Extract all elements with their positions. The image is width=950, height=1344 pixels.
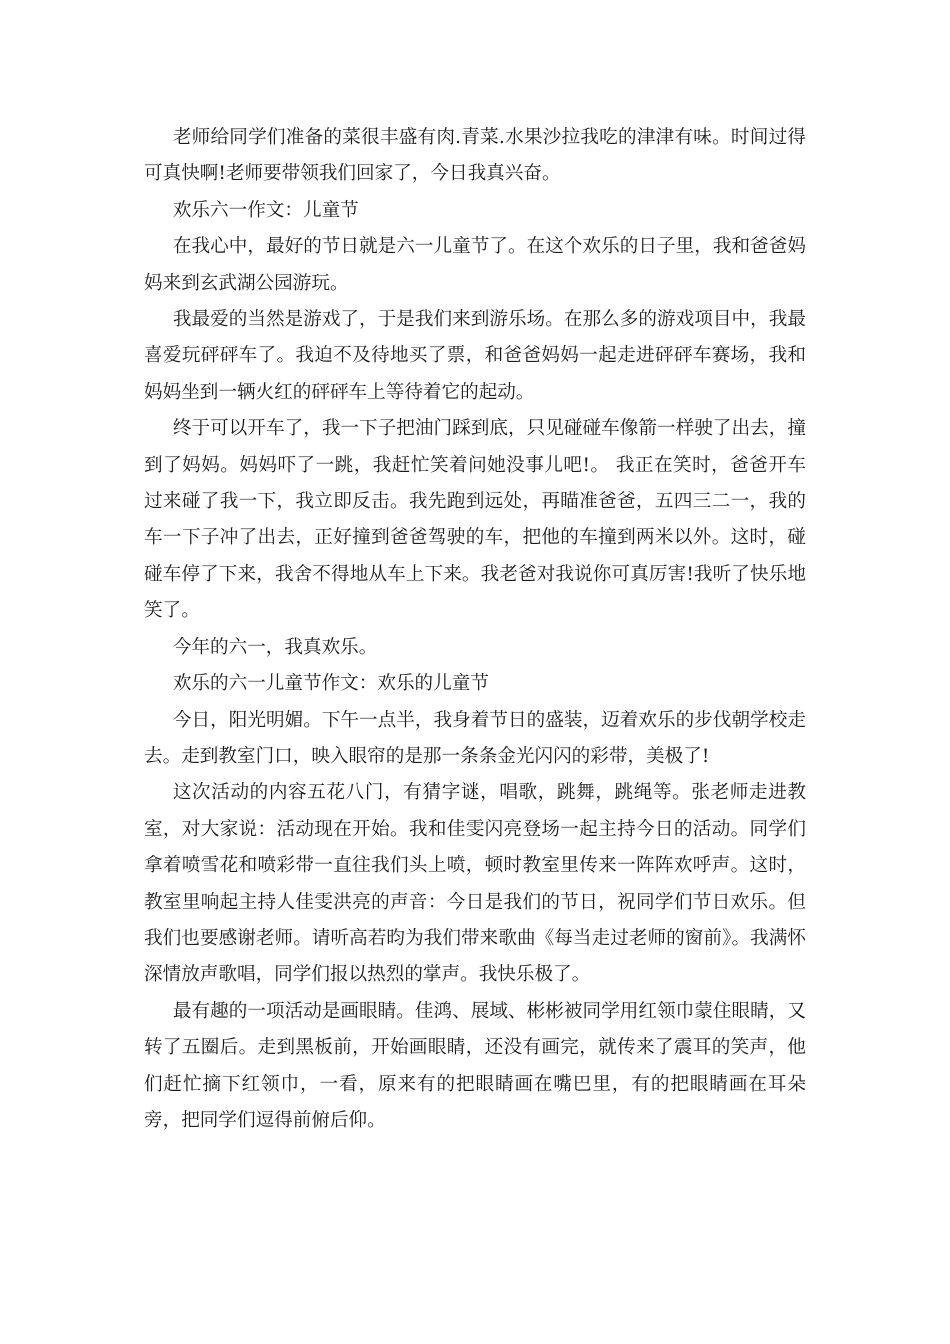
paragraph: 今日，阳光明媚。下午一点半，我身着节日的盛装，迈着欢乐的步伐朝学校走去。走到教室门口，映入眼帘的是那一条条金光闪闪的彩带，美极了!: [144, 709, 806, 767]
paragraph: 这次活动的内容五花八门，有猜字谜，唱歌，跳舞，跳绳等。张老师走进教室，对大家说：活动现在开始。我和佳雯闪亮登场一起主持今日的活动。同学们拿着喷雪花和喷彩带一直往我们头上喷，顿时教室里传来一阵阵欢呼声。这时，教室里响起主持人佳雯洪亮的声音：今日是我们的节日，祝同学们节日欢乐。但我们也要感谢老师。请听高若昀为我们带来歌曲《每当走过老师的窗前》。我满怀深情放声歌唱，同学们报以热烈的掌声。我快乐极了。: [144, 782, 806, 986]
paragraph: 今年的六一，我真欢乐。: [172, 636, 378, 658]
paragraph: 老师给同学们准备的菜很丰盛有肉.青菜.水果沙拉我吃的津津有味。时间过得可真快啊!老师要带领我们回家了，今日我真兴奋。: [144, 127, 806, 185]
section-heading: 欢乐六一作文：儿童节: [172, 199, 359, 221]
paragraph: 终于可以开车了，我一下子把油门踩到底，只见碰碰车像箭一样驶了出去，撞到了妈妈。妈妈吓了一跳，我赶忙笑着问她没事儿吧!。 我正在笑时，爸爸开车过来碰了我一下，我立即反击。我先跑到远处，再瞄准爸爸，五四三二一，我的车一下子冲了出去，正好撞到爸爸驾驶的车，把他的车撞到两米以外。这时，碰碰车停了下来，我舍不得地从车上下来。我老爸对我说你可真厉害!我听了快乐地笑了。: [144, 418, 806, 622]
paragraph: 在我心中，最好的节日就是六一儿童节了。在这个欢乐的日子里，我和爸爸妈妈来到玄武湖公园游玩。: [144, 236, 806, 294]
document-body: [144, 120, 806, 1139]
section-heading: 欢乐的六一儿童节作文：欢乐的儿童节: [172, 673, 489, 695]
paragraph: 我最爱的当然是游戏了，于是我们来到游乐场。在那么多的游戏项目中，我最喜爱玩砰砰车了。我迫不及待地买了票，和爸爸妈妈一起走进砰砰车赛场，我和妈妈坐到一辆火红的砰砰车上等待着它的起动。: [144, 309, 806, 403]
paragraph: 最有趣的一项活动是画眼睛。佳鸿、展域、彬彬被同学用红领巾蒙住眼睛，又转了五圈后。走到黑板前，开始画眼睛，还没有画完，就传来了震耳的笑声，他们赶忙摘下红领巾，一看，原来有的把眼睛画在嘴巴里，有的把眼睛画在耳朵旁，把同学们逗得前俯后仰。: [144, 1000, 806, 1131]
